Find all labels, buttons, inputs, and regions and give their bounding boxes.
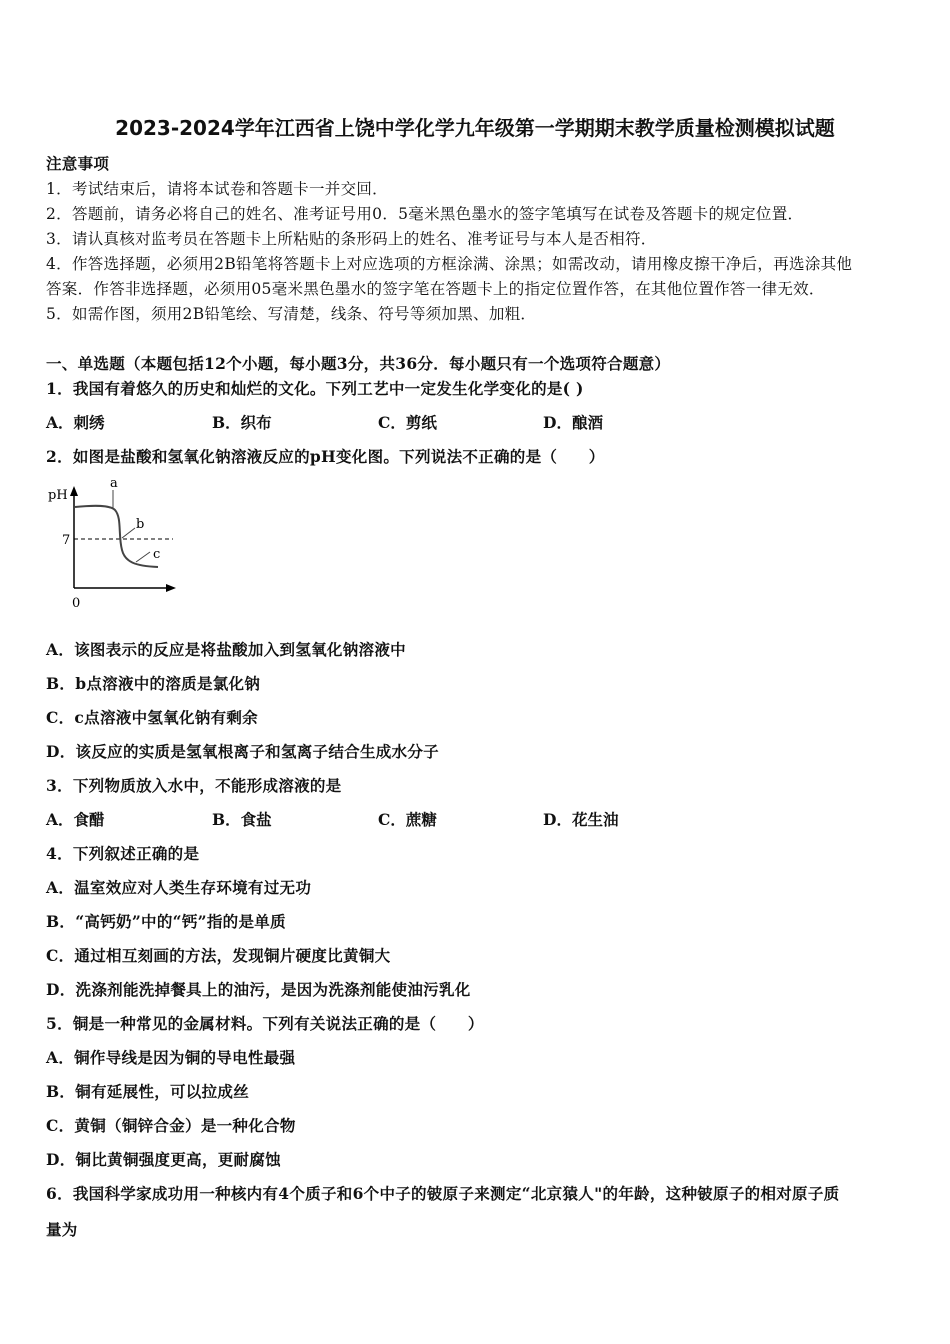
q5-option-b: B．铜有延展性，可以拉成丝	[46, 1082, 250, 1101]
q1-option-d: D．酿酒	[543, 413, 603, 432]
ph-change-figure	[40, 470, 200, 620]
y-axis-label: pH	[48, 488, 68, 503]
q3-option-a: A．食醋	[46, 810, 105, 829]
question-1-stem: 1．我国有着悠久的历史和灿烂的文化。下列工艺中一定发生化学变化的是( )	[46, 379, 584, 398]
q4-option-c: C．通过相互刻画的方法，发现铜片硬度比黄铜大	[46, 946, 391, 965]
note-item: 答案．作答非选择题，必须用05毫米黑色墨水的签字笔在答题卡上的指定位置作答，在其他位置作答一律无效．	[46, 280, 825, 298]
point-a-label: a	[110, 476, 118, 491]
note-item: 2．答题前，请务必将自己的姓名、准考证号用0．5毫米黑色墨水的签字笔填写在试卷及答题卡的规定位置．	[46, 205, 804, 223]
q2-option-d: D．该反应的实质是氢氧根离子和氢离子结合生成水分子	[46, 742, 439, 761]
point-b-label: b	[136, 517, 145, 532]
note-item: 5．如需作图，须用2B铅笔绘、写清楚，线条、符号等须加黑、加粗．	[46, 305, 537, 323]
q2-option-c: C．c点溶液中氢氧化钠有剩余	[46, 708, 258, 727]
question-6-stem: 6．我国科学家成功用一种核内有4个质子和6个中子的铍原子来测定“北京猿人"的年龄，这种铍原子的相对原子质	[46, 1184, 840, 1203]
q5-option-d: D．铜比黄铜强度更高，更耐腐蚀	[46, 1150, 281, 1169]
note-item: 4．作答选择题，必须用2B铅笔将答题卡上对应选项的方框涂满、涂黑；如需改动，请用橡皮擦干净后，再选涂其他	[46, 255, 853, 273]
q3-option-b: B．食盐	[212, 810, 272, 829]
notes-heading: 注意事项	[46, 154, 110, 173]
point-c-label: c	[153, 547, 161, 562]
question-5-stem: 5．铜是一种常见的金属材料。下列有关说法正确的是（ ）	[46, 1014, 484, 1033]
origin-label: 0	[72, 596, 81, 611]
question-2-stem: 2．如图是盐酸和氢氧化钠溶液反应的pH变化图。下列说法不正确的是（ ）	[46, 447, 605, 466]
q3-option-d: D．花生油	[543, 810, 619, 829]
q4-option-d: D．洗涤剂能洗掉餐具上的油污，是因为洗涤剂能使油污乳化	[46, 980, 471, 999]
section-heading: 一、单选题（本题包括12个小题，每小题3分，共36分．每小题只有一个选项符合题意）	[46, 354, 671, 373]
q1-option-b: B．织布	[212, 413, 272, 432]
q2-option-a: A．该图表示的反应是将盐酸加入到氢氧化钠溶液中	[46, 640, 406, 659]
question-4-stem: 4．下列叙述正确的是	[46, 844, 200, 863]
q3-option-c: C．蔗糖	[378, 810, 437, 829]
q1-option-c: C．剪纸	[378, 413, 437, 432]
ref-line-label: 7	[62, 533, 71, 548]
q4-option-b: B．“高钙奶”中的“钙”指的是单质	[46, 912, 286, 931]
question-6-stem-cont: 量为	[46, 1220, 78, 1239]
note-item: 1．考试结束后，请将本试卷和答题卡一并交回．	[46, 180, 388, 198]
q1-option-a: A．刺绣	[46, 413, 105, 432]
q5-option-c: C．黄铜（铜锌合金）是一种化合物	[46, 1116, 296, 1135]
q5-option-a: A．铜作导线是因为铜的导电性最强	[46, 1048, 296, 1067]
note-item: 3．请认真核对监考员在答题卡上所粘贴的条形码上的姓名、准考证号与本人是否相符．	[46, 230, 657, 248]
q4-option-a: A．温室效应对人类生存环境有过无功	[46, 878, 312, 897]
question-3-stem: 3．下列物质放入水中，不能形成溶液的是	[46, 776, 342, 795]
document-title: 2023-2024学年江西省上饶中学化学九年级第一学期期末教学质量检测模拟试题	[115, 116, 835, 140]
q2-option-b: B．b点溶液中的溶质是氯化钠	[46, 674, 261, 693]
